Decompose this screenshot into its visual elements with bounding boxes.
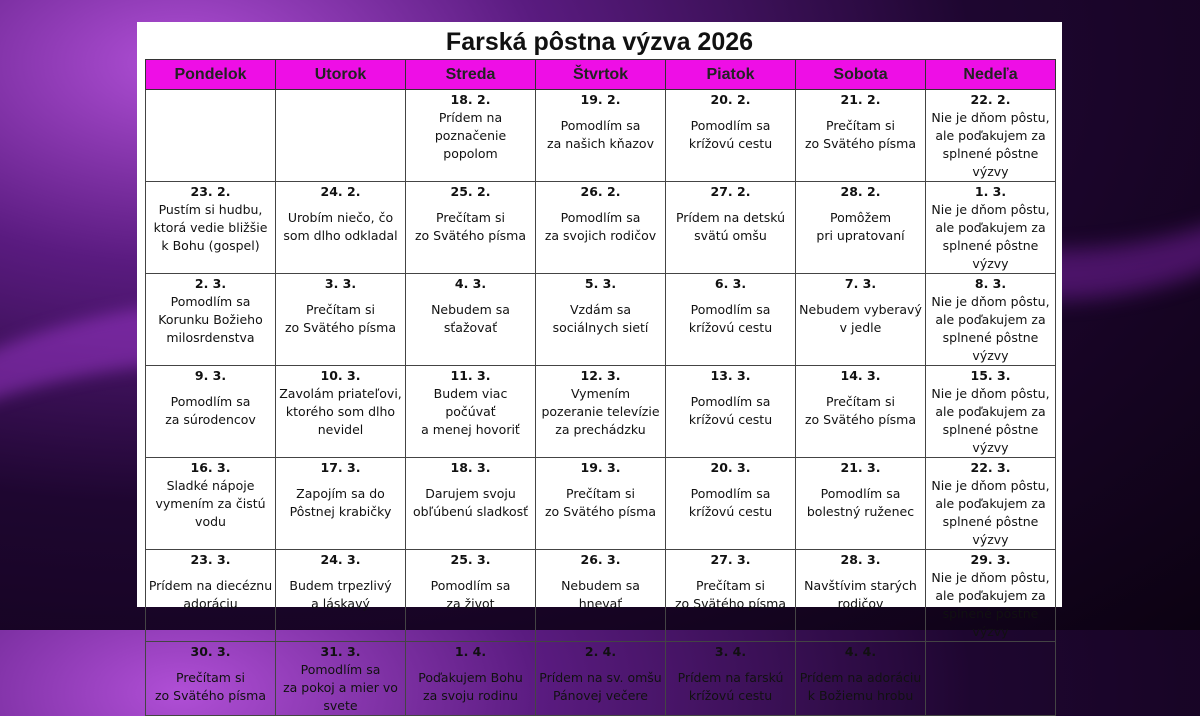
day-date: 22. 2. bbox=[970, 92, 1011, 107]
day-cell bbox=[926, 458, 1056, 550]
day-cell bbox=[146, 642, 276, 716]
day-date: 29. 3. bbox=[970, 552, 1011, 567]
day-date: 17. 3. bbox=[320, 460, 361, 475]
day-challenge: Pomodlím sa za súrodencov bbox=[165, 394, 256, 427]
calendar-sheet bbox=[137, 22, 1062, 713]
day-challenge: Nie je dňom pôstu, ale poďakujem za splnené pôstne výzvy bbox=[931, 294, 1050, 363]
day-challenge: Poďakujem Bohu za svoju rodinu bbox=[418, 670, 523, 703]
day-date: 26. 3. bbox=[580, 552, 621, 567]
day-cell bbox=[536, 642, 666, 716]
day-date: 11. 3. bbox=[450, 368, 491, 383]
day-challenge: Pomodlím sa krížovú cestu bbox=[688, 118, 773, 151]
day-date: 7. 3. bbox=[844, 276, 877, 291]
day-cell bbox=[146, 90, 276, 182]
day-challenge: Nie je dňom pôstu, ale poďakujem za splnené pôstne výzvy bbox=[931, 202, 1050, 271]
day-date: 5. 3. bbox=[584, 276, 617, 291]
day-cell bbox=[146, 458, 276, 550]
day-challenge: Prídem na adoráciu k Božiemu hrobu bbox=[799, 670, 922, 703]
day-cell bbox=[276, 550, 406, 642]
day-challenge: Pomodlím sa krížovú cestu bbox=[688, 302, 773, 335]
weekday-header: Piatok bbox=[666, 60, 796, 90]
day-challenge: Prečítam si zo Svätého písma bbox=[154, 670, 267, 703]
day-challenge: Prečítam si zo Svätého písma bbox=[414, 210, 527, 243]
day-date: 18. 2. bbox=[450, 92, 491, 107]
day-cell bbox=[926, 274, 1056, 366]
day-cell bbox=[146, 274, 276, 366]
day-challenge: Pomodlím sa za život bbox=[430, 578, 511, 611]
day-date: 8. 3. bbox=[974, 276, 1007, 291]
day-date: 24. 3. bbox=[320, 552, 361, 567]
day-date: 6. 3. bbox=[714, 276, 747, 291]
day-cell bbox=[276, 274, 406, 366]
day-challenge: Vymením pozeranie televízie za prechádzku bbox=[541, 386, 660, 437]
day-cell bbox=[796, 642, 926, 716]
day-cell bbox=[406, 458, 536, 550]
day-date: 13. 3. bbox=[710, 368, 751, 383]
day-cell bbox=[146, 366, 276, 458]
day-date: 31. 3. bbox=[320, 644, 361, 659]
day-challenge: Navštívim starých rodičov bbox=[804, 578, 917, 611]
weekday-header: Sobota bbox=[796, 60, 926, 90]
day-challenge: Darujem svoju obľúbenú sladkosť bbox=[412, 486, 529, 519]
day-cell bbox=[666, 642, 796, 716]
day-date: 21. 3. bbox=[840, 460, 881, 475]
day-cell bbox=[666, 458, 796, 550]
day-date: 2. 3. bbox=[194, 276, 227, 291]
day-challenge: Urobím niečo, čo som dlho odkladal bbox=[283, 210, 398, 243]
day-challenge: Pomodlím sa bolestný ruženec bbox=[806, 486, 915, 519]
day-date: 25. 2. bbox=[450, 184, 491, 199]
day-challenge: Vzdám sa sociálnych sietí bbox=[552, 302, 649, 335]
day-challenge: Prečítam si zo Svätého písma bbox=[284, 302, 397, 335]
day-cell bbox=[536, 366, 666, 458]
day-challenge: Prečítam si zo Svätého písma bbox=[674, 578, 787, 611]
day-date: 2. 4. bbox=[584, 644, 617, 659]
day-cell bbox=[796, 550, 926, 642]
day-challenge: Nie je dňom pôstu, ale poďakujem za splnené pôstne výzvy bbox=[931, 570, 1050, 639]
day-cell bbox=[926, 90, 1056, 182]
day-challenge: Budem trpezlivý a láskavý bbox=[289, 578, 392, 611]
day-cell bbox=[796, 90, 926, 182]
day-cell bbox=[666, 550, 796, 642]
day-challenge: Pustím si hudbu, ktorá vedie bližšie k Bohu (gospel) bbox=[153, 202, 268, 253]
day-challenge: Prečítam si zo Svätého písma bbox=[804, 118, 917, 151]
day-challenge: Prídem na farskú krížovú cestu bbox=[677, 670, 784, 703]
day-date: 30. 3. bbox=[190, 644, 231, 659]
day-challenge: Nie je dňom pôstu, ale poďakujem za splnené pôstne výzvy bbox=[931, 478, 1050, 547]
day-date: 3. 4. bbox=[714, 644, 747, 659]
day-date: 20. 2. bbox=[710, 92, 751, 107]
day-cell bbox=[406, 274, 536, 366]
weekday-header: Pondelok bbox=[146, 60, 276, 90]
day-cell bbox=[666, 182, 796, 274]
day-cell bbox=[406, 642, 536, 716]
day-cell bbox=[926, 642, 1056, 716]
day-date: 16. 3. bbox=[190, 460, 231, 475]
day-challenge: Pomodlím sa za svojich rodičov bbox=[544, 210, 657, 243]
day-date: 15. 3. bbox=[970, 368, 1011, 383]
day-cell bbox=[406, 90, 536, 182]
weekday-header: Nedeľa bbox=[926, 60, 1056, 90]
day-challenge: Prídem na diecéznu adoráciu bbox=[148, 578, 273, 611]
day-date: 3. 3. bbox=[324, 276, 357, 291]
day-challenge: Prídem na sv. omšu Pánovej večere bbox=[539, 670, 662, 703]
week-row bbox=[146, 642, 1056, 716]
day-cell bbox=[536, 550, 666, 642]
day-cell bbox=[666, 366, 796, 458]
day-challenge: Pomodlím sa za pokoj a mier vo svete bbox=[283, 662, 398, 713]
day-challenge: Nie je dňom pôstu, ale poďakujem za splnené pôstne výzvy bbox=[931, 110, 1050, 179]
day-cell bbox=[276, 642, 406, 716]
day-challenge: Prídem na poznačenie popolom bbox=[434, 110, 507, 161]
day-cell bbox=[276, 182, 406, 274]
day-cell bbox=[926, 550, 1056, 642]
day-cell bbox=[796, 182, 926, 274]
day-date: 19. 2. bbox=[580, 92, 621, 107]
day-challenge: Sladké nápoje vymením za čistú vodu bbox=[155, 478, 266, 529]
day-cell bbox=[666, 90, 796, 182]
day-date: 14. 3. bbox=[840, 368, 881, 383]
calendar-table bbox=[145, 59, 1056, 716]
day-challenge: Zapojím sa do Pôstnej krabičky bbox=[289, 486, 392, 519]
day-cell bbox=[796, 366, 926, 458]
day-cell bbox=[276, 458, 406, 550]
day-challenge: Pomodlím sa za našich kňazov bbox=[547, 118, 654, 151]
day-date: 19. 3. bbox=[580, 460, 621, 475]
day-cell bbox=[276, 90, 406, 182]
day-date: 9. 3. bbox=[194, 368, 227, 383]
day-cell bbox=[926, 366, 1056, 458]
day-date: 1. 3. bbox=[974, 184, 1007, 199]
day-challenge: Nebudem vyberavý v jedle bbox=[799, 302, 922, 335]
week-row bbox=[146, 550, 1056, 642]
day-date: 24. 2. bbox=[320, 184, 361, 199]
day-cell bbox=[926, 182, 1056, 274]
day-challenge: Prečítam si zo Svätého písma bbox=[804, 394, 917, 427]
day-challenge: Nie je dňom pôstu, ale poďakujem za splnené pôstne výzvy bbox=[931, 386, 1050, 455]
day-date: 27. 2. bbox=[710, 184, 751, 199]
week-row bbox=[146, 182, 1056, 274]
day-challenge: Pomôžem pri upratovaní bbox=[816, 210, 905, 243]
weekday-header: Streda bbox=[406, 60, 536, 90]
day-cell bbox=[146, 550, 276, 642]
weekday-header: Utorok bbox=[276, 60, 406, 90]
weekday-header-row bbox=[146, 60, 1056, 90]
day-date: 27. 3. bbox=[710, 552, 751, 567]
day-date: 21. 2. bbox=[840, 92, 881, 107]
day-date: 4. 4. bbox=[844, 644, 877, 659]
day-challenge: Nebudem sa hnevať bbox=[561, 578, 640, 611]
page-title: Farská pôstna výzva 2026 bbox=[445, 28, 754, 56]
day-date: 4. 3. bbox=[454, 276, 487, 291]
day-date: 1. 4. bbox=[454, 644, 487, 659]
day-date: 10. 3. bbox=[320, 368, 361, 383]
day-challenge: Budem viac počúvať a menej hovoriť bbox=[421, 386, 520, 437]
week-row bbox=[146, 274, 1056, 366]
day-cell bbox=[406, 182, 536, 274]
day-date: 22. 3. bbox=[970, 460, 1011, 475]
day-cell bbox=[406, 550, 536, 642]
day-cell bbox=[796, 274, 926, 366]
day-challenge: Pomodlím sa Korunku Božieho milosrdenstva bbox=[158, 294, 263, 345]
day-date: 23. 3. bbox=[190, 552, 231, 567]
day-cell bbox=[146, 182, 276, 274]
calendar-body bbox=[146, 90, 1056, 716]
week-row bbox=[146, 458, 1056, 550]
day-date: 28. 2. bbox=[840, 184, 881, 199]
day-cell bbox=[536, 182, 666, 274]
day-challenge: Zavolám priateľovi, ktorého som dlho nevidel bbox=[279, 386, 402, 437]
day-cell bbox=[536, 90, 666, 182]
day-cell bbox=[536, 458, 666, 550]
week-row bbox=[146, 366, 1056, 458]
day-cell bbox=[796, 458, 926, 550]
day-challenge: Nebudem sa sťažovať bbox=[431, 302, 510, 335]
day-date: 20. 3. bbox=[710, 460, 751, 475]
day-date: 25. 3. bbox=[450, 552, 491, 567]
day-challenge: Prídem na detskú svätú omšu bbox=[675, 210, 786, 243]
day-cell bbox=[276, 366, 406, 458]
day-date: 18. 3. bbox=[450, 460, 491, 475]
day-date: 26. 2. bbox=[580, 184, 621, 199]
day-date: 12. 3. bbox=[580, 368, 621, 383]
day-cell bbox=[666, 274, 796, 366]
weekday-header: Štvrtok bbox=[536, 60, 666, 90]
day-date: 28. 3. bbox=[840, 552, 881, 567]
day-cell bbox=[536, 274, 666, 366]
day-challenge: Pomodlím sa krížovú cestu bbox=[688, 486, 773, 519]
day-challenge: Pomodlím sa krížovú cestu bbox=[688, 394, 773, 427]
day-challenge: Prečítam si zo Svätého písma bbox=[544, 486, 657, 519]
day-date: 23. 2. bbox=[190, 184, 231, 199]
day-cell bbox=[406, 366, 536, 458]
week-row bbox=[146, 90, 1056, 182]
